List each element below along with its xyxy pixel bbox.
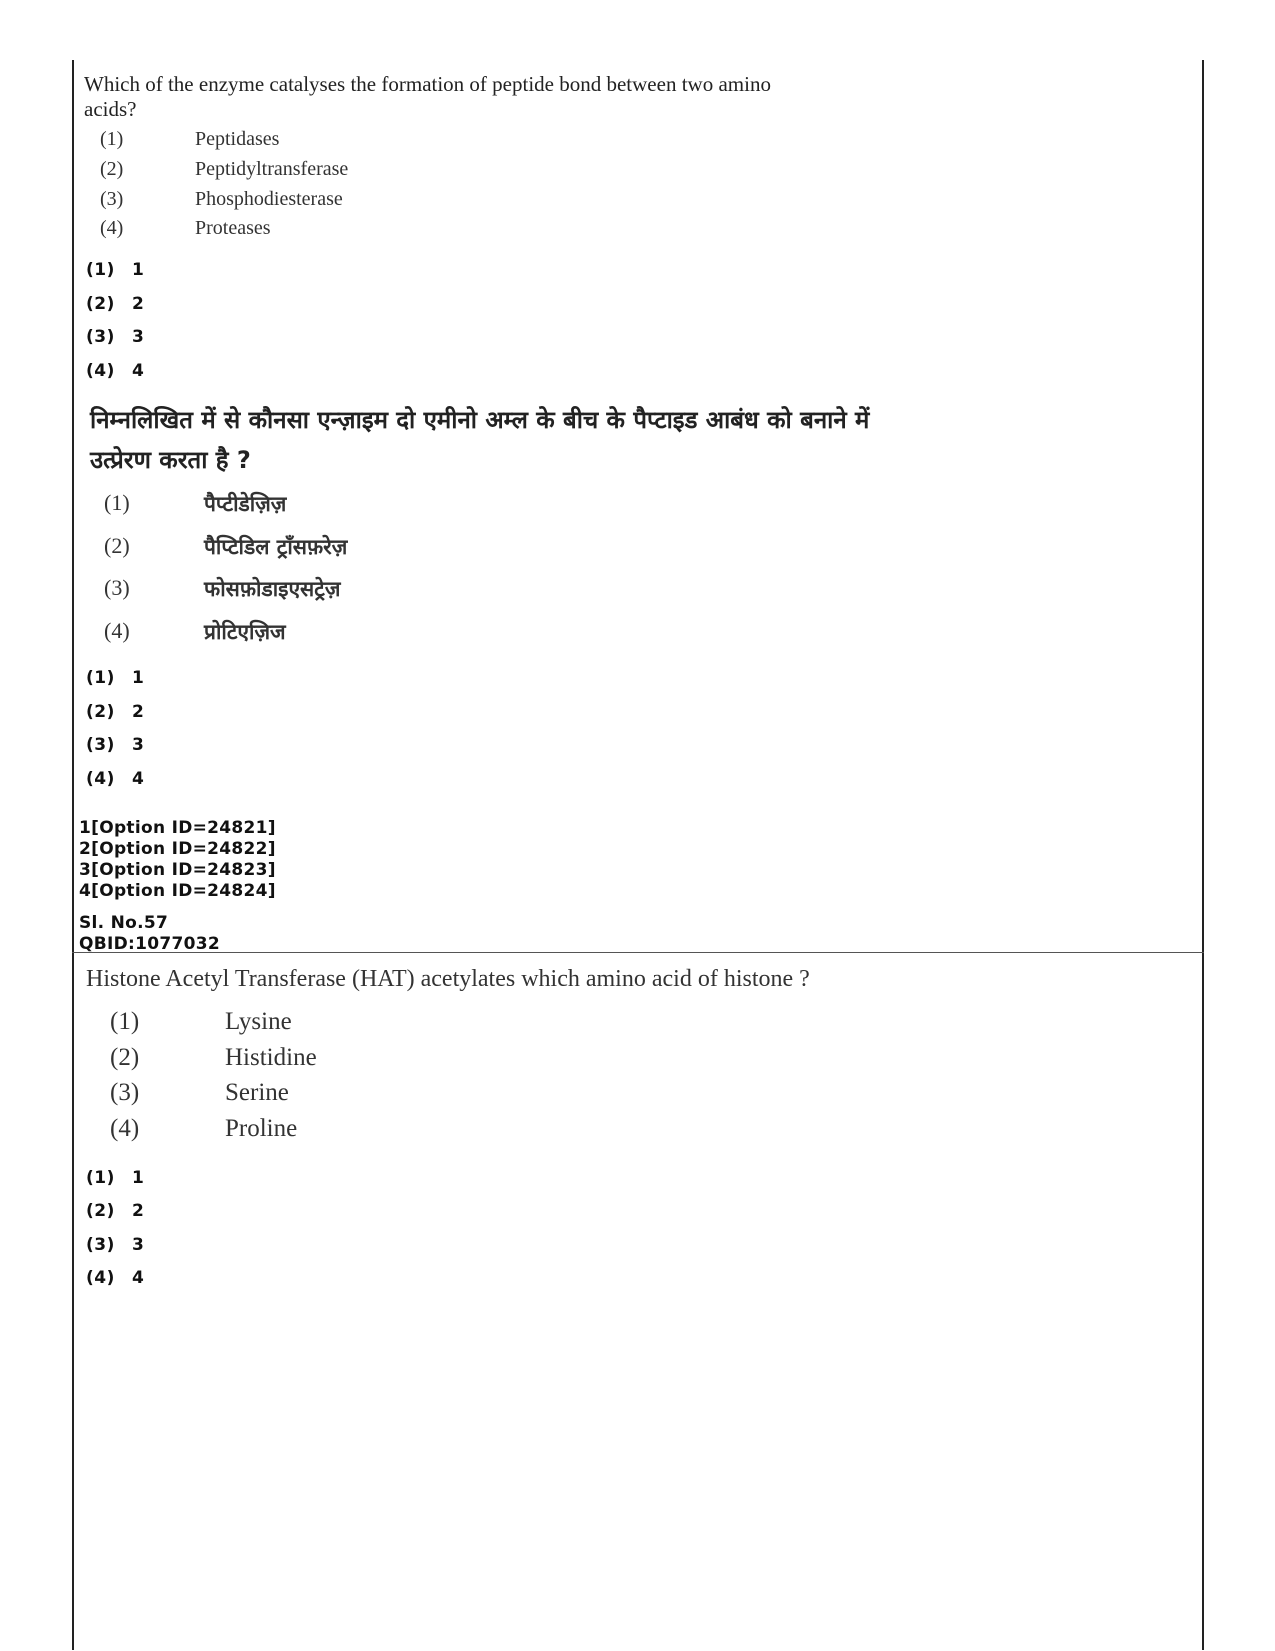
- option-text: Phosphodiesterase: [195, 188, 343, 210]
- option-text: पैप्टिडिल ट्राँसफ़रेज़: [204, 535, 348, 559]
- question-text-english: Which of the enzyme catalyses the formation of peptide bond between two amino acids?: [84, 72, 771, 121]
- option-text: Proteases: [195, 217, 271, 239]
- option-number: (2): [110, 1044, 140, 1071]
- answer-choice[interactable]: (3) 3: [86, 1235, 145, 1255]
- option-text: पैप्टीडेज़िज़: [204, 492, 287, 516]
- option-id: 4[Option ID=24824]: [79, 881, 276, 901]
- option-number: (3): [104, 575, 130, 600]
- answer-choice[interactable]: (2) 2: [86, 1201, 145, 1221]
- option-text: Proline: [225, 1115, 298, 1142]
- qbid: QBID:1077032: [79, 934, 221, 954]
- option-text: फोसफ़ोडाइएसट्रेज़: [204, 577, 341, 601]
- serial-number: Sl. No.57: [79, 913, 169, 933]
- answer-choice[interactable]: (4) 4: [86, 361, 145, 381]
- answer-choice[interactable]: (3) 3: [86, 327, 145, 347]
- answer-choice[interactable]: (4) 4: [86, 769, 145, 789]
- option-text: Peptidyltransferase: [195, 158, 349, 180]
- answer-choice[interactable]: (1) 1: [86, 1168, 145, 1188]
- option-number: (4): [104, 618, 130, 643]
- option-text: Serine: [225, 1079, 289, 1106]
- answer-choice[interactable]: (3) 3: [86, 735, 145, 755]
- option-id: 3[Option ID=24823]: [79, 860, 276, 880]
- answer-choice[interactable]: (2) 2: [86, 702, 145, 722]
- question-divider: [72, 952, 1204, 953]
- option-number: (4): [100, 217, 124, 239]
- option-number: (3): [110, 1079, 140, 1106]
- option-number: (1): [110, 1008, 140, 1035]
- question-text: Histone Acetyl Transferase (HAT) acetylates which amino acid of histone ?: [86, 966, 810, 992]
- answer-choice[interactable]: (1) 1: [86, 668, 145, 688]
- option-id: 2[Option ID=24822]: [79, 839, 276, 859]
- option-text: प्रोटिएज़िज: [204, 620, 286, 644]
- option-number: (3): [100, 188, 124, 210]
- option-text: Lysine: [225, 1008, 292, 1035]
- answer-choice[interactable]: (1) 1: [86, 260, 145, 280]
- option-text: Histidine: [225, 1044, 317, 1071]
- answer-choice[interactable]: (4) 4: [86, 1268, 145, 1288]
- option-number: (2): [104, 533, 130, 558]
- option-id: 1[Option ID=24821]: [79, 818, 276, 838]
- option-number: (1): [104, 490, 130, 515]
- answer-choice[interactable]: (2) 2: [86, 294, 145, 314]
- question-text-hindi: निम्नलिखित में से कौनसा एन्ज़ाइम दो एमीनो अम्ल के बीच के पैप्टाइड आबंध को बनाने में उत्प्रेरण करता है ?: [90, 406, 870, 474]
- option-number: (4): [110, 1115, 140, 1142]
- option-number: (1): [100, 128, 124, 150]
- option-text: Peptidases: [195, 128, 280, 150]
- option-number: (2): [100, 158, 124, 180]
